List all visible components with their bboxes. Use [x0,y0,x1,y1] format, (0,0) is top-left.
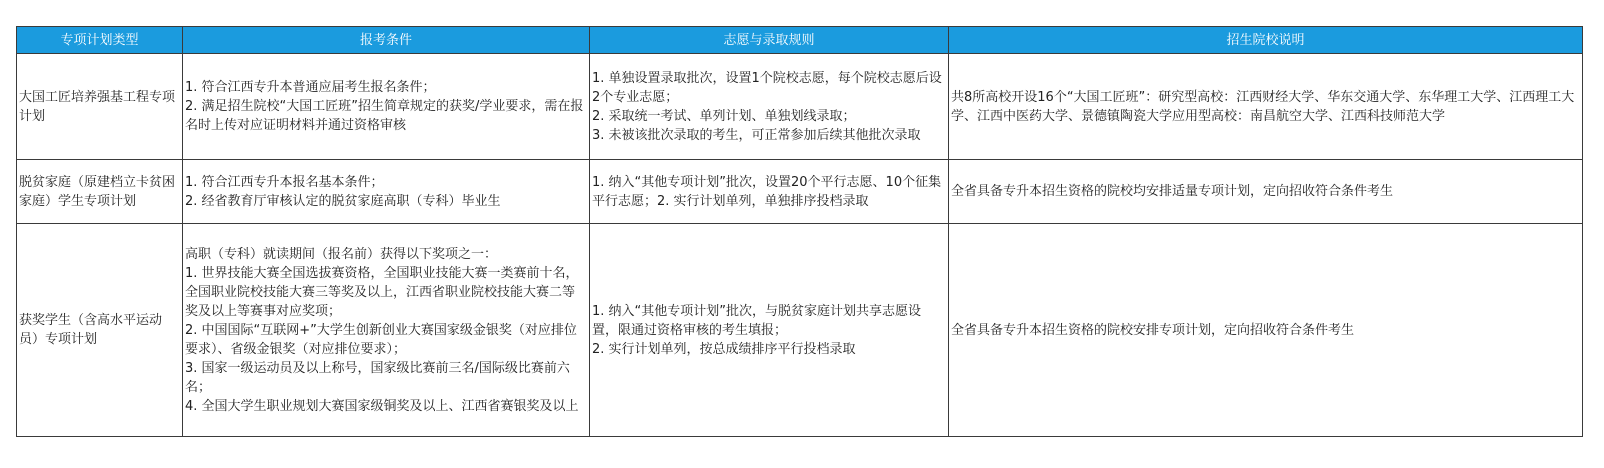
header-conditions: 报考条件 [183,27,590,54]
cell-rules: 1. 单独设置录取批次，设置1个院校志愿，每个院校志愿后设2个专业志愿； 2. 采取统一考试、单列计划、单独划线录取； 3. 未被该批次录取的考生，可正常参加后续其他批次录取 [590,54,949,160]
cell-conditions: 高职（专科）就读期间（报名前）获得以下奖项之一： 1. 世界技能大赛全国选拔赛资格，全国职业技能大赛一类赛前十名，全国职业院校技能大赛三等奖及以上，江西省职业院校技能大赛二等奖及以上等赛事对应奖项； 2. 中国国际“互联网+”大学生创新创业大赛国家级金银奖（对应排位要求）、省级金银奖（对应排位要求）； 3. 国家一级运动员及以上称号，国家级比赛前三名/国际级比赛前六名； 4. 全国大学生职业规划大赛国家级铜奖及以上、江西省赛银奖及以上 [183,224,590,437]
table-row [17,224,1583,437]
header-schools: 招生院校说明 [949,27,1583,54]
table-row [17,54,1583,160]
special-plan-table [16,26,1583,437]
table-row [17,160,1583,224]
cell-plan-type: 大国工匠培养强基工程专项计划 [17,54,183,160]
cell-conditions: 1. 符合江西专升本报名基本条件； 2. 经省教育厅审核认定的脱贫家庭高职（专科）毕业生 [183,160,590,224]
header-plan-type: 专项计划类型 [17,27,183,54]
cell-plan-type: 脱贫家庭（原建档立卡贫困家庭）学生专项计划 [17,160,183,224]
cell-schools: 共8所高校开设16个“大国工匠班”：研究型高校：江西财经大学、华东交通大学、东华理工大学、江西理工大学、江西中医药大学、景德镇陶瓷大学应用型高校：南昌航空大学、江西科技师范大学 [949,54,1583,160]
header-rules: 志愿与录取规则 [590,27,949,54]
cell-rules: 1. 纳入“其他专项计划”批次，设置20个平行志愿、10个征集平行志愿；2. 实行计划单列，单独排序投档录取 [590,160,949,224]
cell-conditions: 1. 符合江西专升本普通应届考生报名条件； 2. 满足招生院校“大国工匠班”招生简章规定的获奖/学业要求，需在报名时上传对应证明材料并通过资格审核 [183,54,590,160]
cell-plan-type: 获奖学生（含高水平运动员）专项计划 [17,224,183,437]
table-body [17,54,1583,437]
header-row [17,27,1583,54]
cell-schools: 全省具备专升本招生资格的院校均安排适量专项计划，定向招收符合条件考生 [949,160,1583,224]
cell-rules: 1. 纳入“其他专项计划”批次，与脱贫家庭计划共享志愿设置，限通过资格审核的考生填报； 2. 实行计划单列，按总成绩排序平行投档录取 [590,224,949,437]
table-header [17,27,1583,54]
cell-schools: 全省具备专升本招生资格的院校安排专项计划，定向招收符合条件考生 [949,224,1583,437]
